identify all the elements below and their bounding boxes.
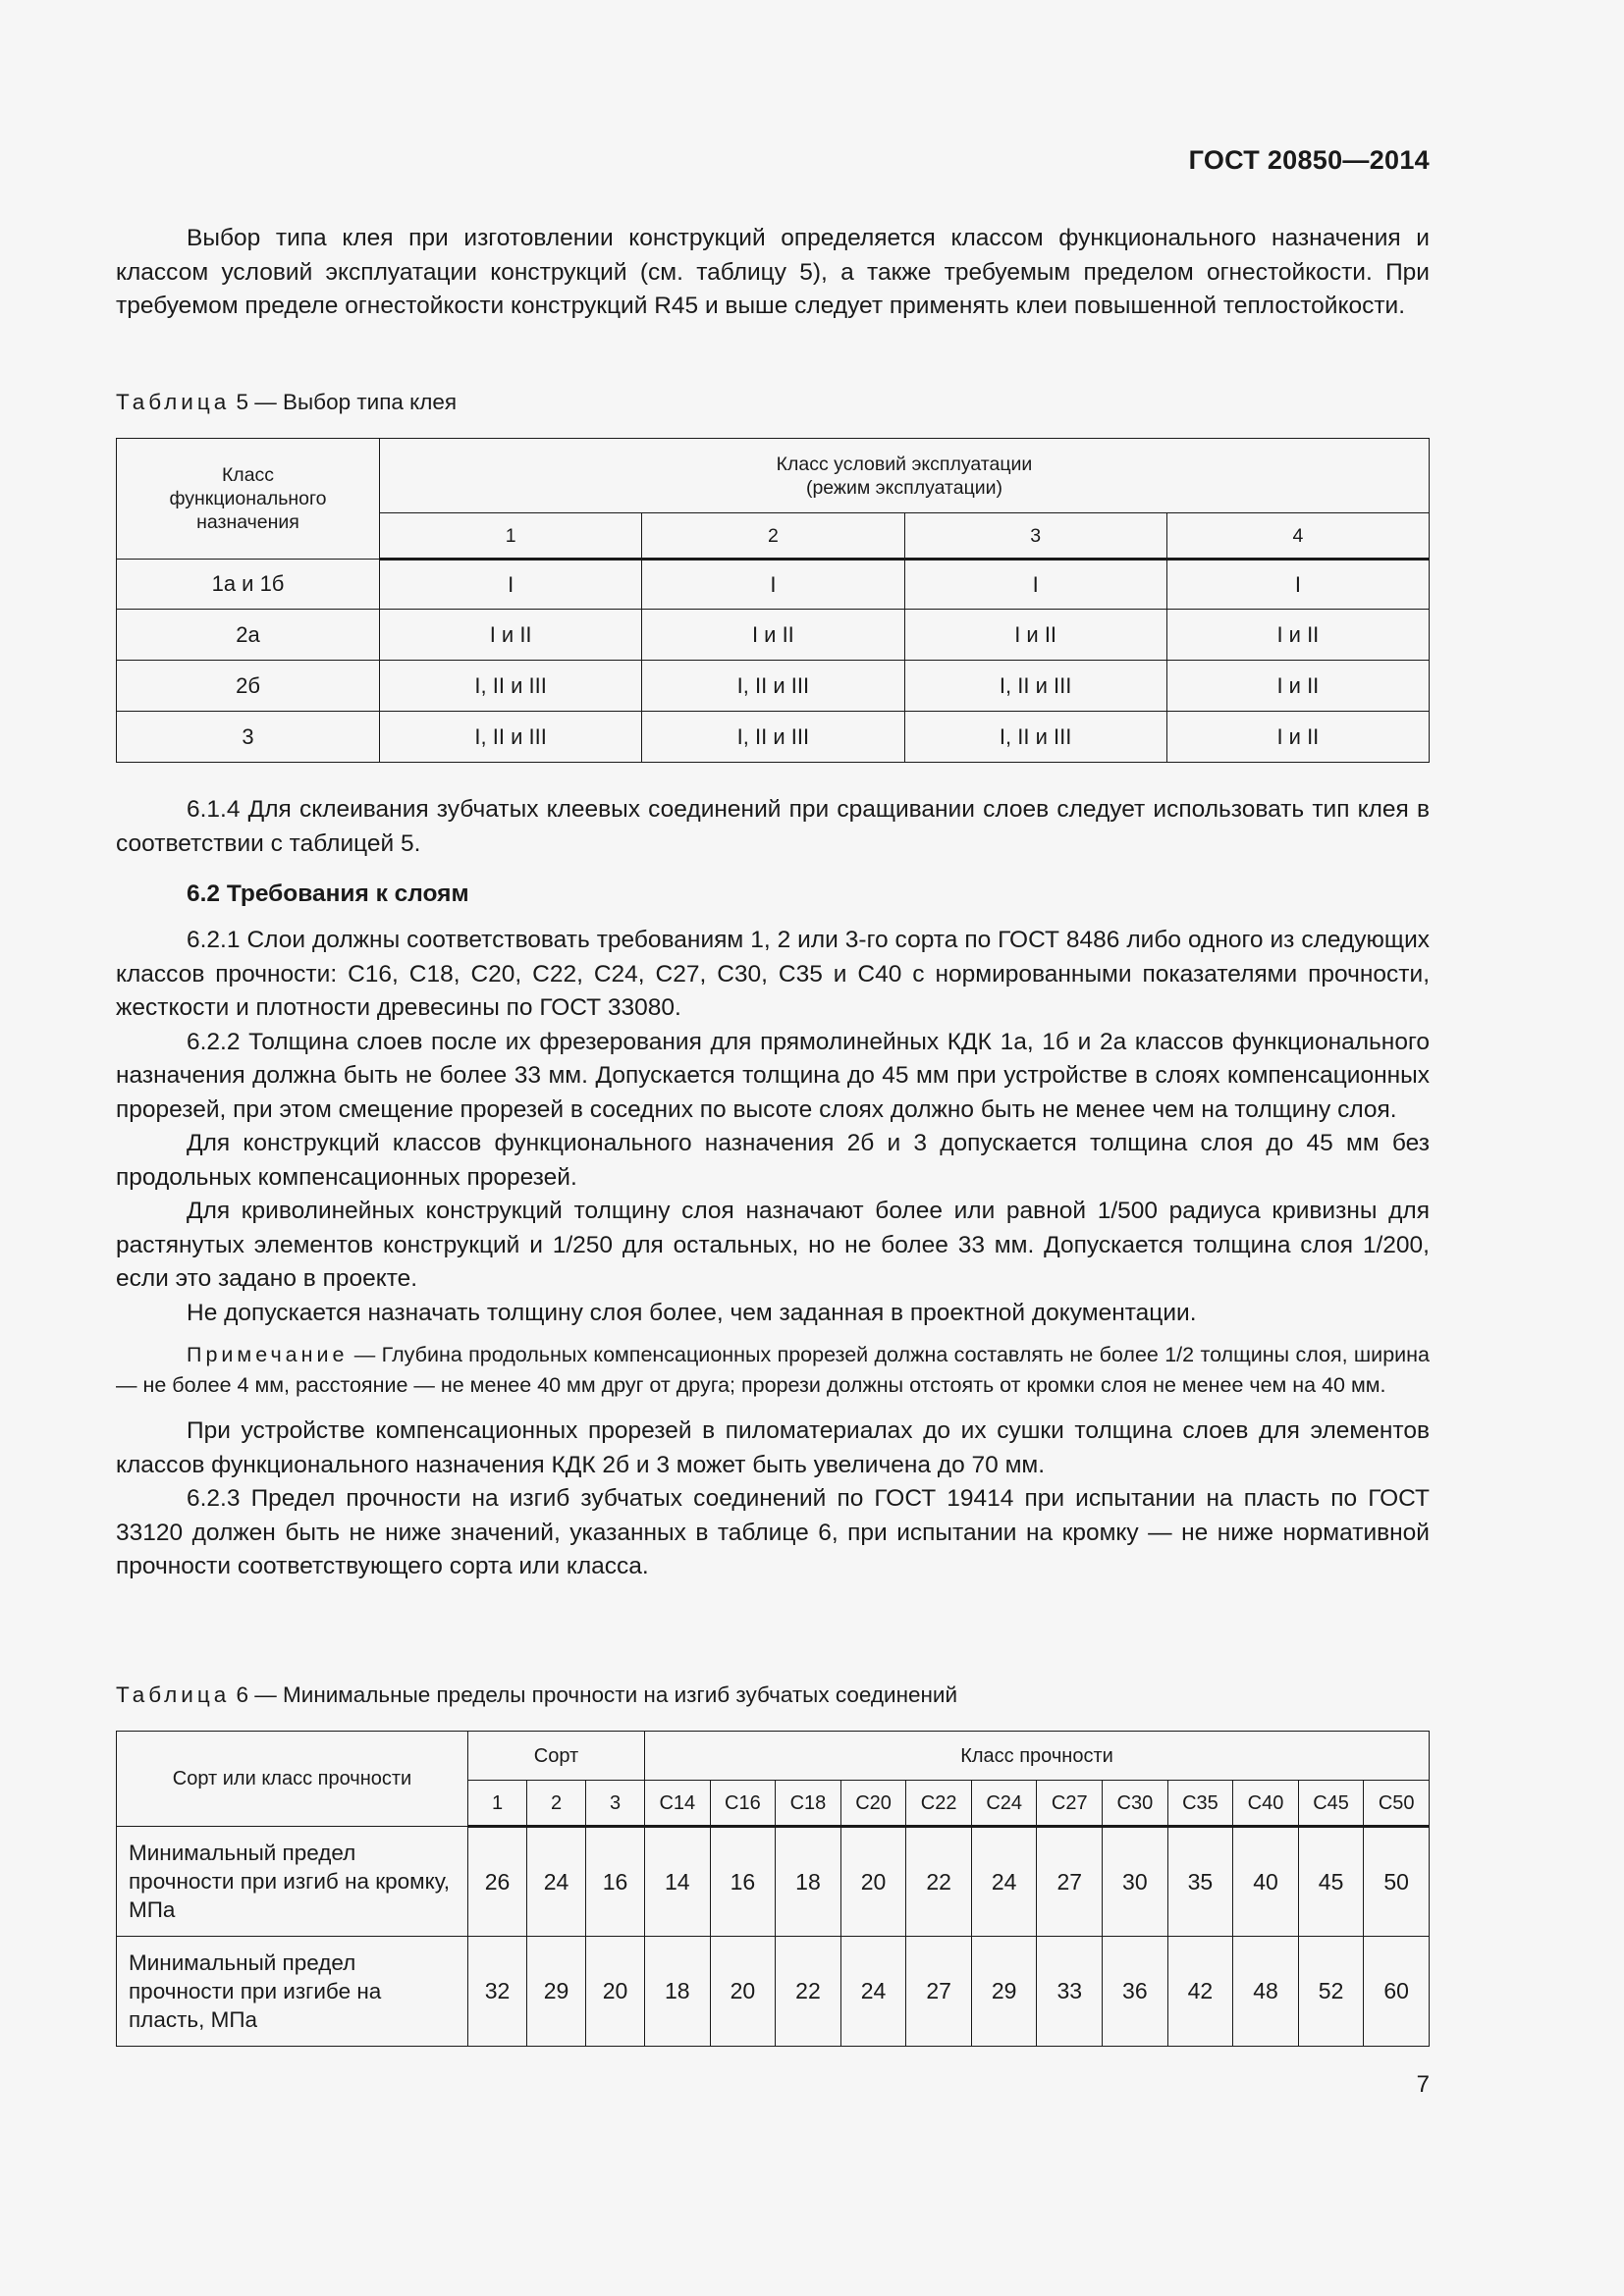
table6-header-class: Класс прочности [645, 1732, 1430, 1781]
table6-cell: 24 [527, 1827, 586, 1937]
table5-col-header: 1 [380, 513, 642, 560]
table6-cell: 16 [586, 1827, 645, 1937]
note [116, 1340, 1430, 1401]
table5-header-conditions: Класс условий эксплуатации (режим эксплуатации) [380, 439, 1430, 513]
table6-cell: 22 [776, 1937, 841, 2047]
table6-cell: 27 [1037, 1827, 1103, 1937]
table6-class-col: С24 [971, 1781, 1037, 1827]
table6-class-col: С27 [1037, 1781, 1103, 1827]
table6-cell: 20 [710, 1937, 776, 2047]
table6-class-col: С45 [1298, 1781, 1364, 1827]
table-row [117, 712, 1430, 763]
table6-cell: 32 [468, 1937, 527, 2047]
table6-cell: 29 [527, 1937, 586, 2047]
table6-cell: 14 [645, 1827, 711, 1937]
table6-class-col: С40 [1233, 1781, 1299, 1827]
table5-row-label: 3 [117, 712, 380, 763]
main-text-block [116, 793, 1430, 1584]
table5-col-header: 2 [642, 513, 904, 560]
table6-cell: 29 [971, 1937, 1037, 2047]
table5-col-header: 4 [1166, 513, 1429, 560]
table6-class-col: С35 [1167, 1781, 1233, 1827]
table6-cell: 52 [1298, 1937, 1364, 2047]
table5-cell: I, II и III [642, 661, 904, 712]
table6-caption-text: 6 — Минимальные пределы прочности на изгиб зубчатых соединений [230, 1682, 958, 1707]
table-row [117, 1827, 1430, 1937]
document-id: ГОСТ 20850—2014 [1188, 145, 1430, 175]
table6-row-label: Минимальный предел прочности при изгиб на кромку, МПа [117, 1827, 468, 1937]
table-row [117, 610, 1430, 661]
table5-row-label: 2а [117, 610, 380, 661]
table5-cell: I, II и III [642, 712, 904, 763]
table6-sort-col: 3 [586, 1781, 645, 1827]
table6-class-col: С14 [645, 1781, 711, 1827]
table6-cell: 40 [1233, 1827, 1299, 1937]
table5-cell: I и II [1166, 661, 1429, 712]
table6-cell: 24 [971, 1827, 1037, 1937]
table5-cell: I [904, 560, 1166, 610]
table5-caption-text: 5 — Выбор типа клея [230, 390, 458, 414]
table6-class-col: С20 [840, 1781, 906, 1827]
table6-cell: 20 [586, 1937, 645, 2047]
table5-cell: I, II и III [904, 661, 1166, 712]
table6-cell: 42 [1167, 1937, 1233, 2047]
table5-cell: I, II и III [380, 712, 642, 763]
table6-cell: 35 [1167, 1827, 1233, 1937]
table6-cell: 20 [840, 1827, 906, 1937]
table6-class-col: С30 [1103, 1781, 1168, 1827]
table-row [117, 560, 1430, 610]
table6-sort-col: 2 [527, 1781, 586, 1827]
table6-header-row-label: Сорт или класс прочности [117, 1732, 468, 1827]
table6-class-col: С50 [1364, 1781, 1430, 1827]
table5-cell: I и II [1166, 712, 1429, 763]
table5-cell: I и II [380, 610, 642, 661]
table6-class-col: С16 [710, 1781, 776, 1827]
table6-cell: 18 [645, 1937, 711, 2047]
table6-cell: 36 [1103, 1937, 1168, 2047]
table5-cell: I, II и III [380, 661, 642, 712]
paragraph-6-1-4: 6.1.4 Для склеивания зубчатых клеевых соединений при сращивании слоев следует использовать тип клея в соответствии с таблицей 5. [116, 796, 1430, 857]
table6-cell: 60 [1364, 1937, 1430, 2047]
table5-cell: I [380, 560, 642, 610]
table6-cell: 48 [1233, 1937, 1299, 2047]
table6-cell: 24 [840, 1937, 906, 2047]
note-label: Примечание [187, 1343, 349, 1366]
table5-caption [116, 388, 1430, 417]
table5-cell: I и II [904, 610, 1166, 661]
page-number: 7 [1416, 2071, 1430, 2098]
table6-sort-col: 1 [468, 1781, 527, 1827]
note-text: — Глубина продольных компенсационных прорезей должна составлять не более 1/2 толщины слоя, ширина — не более 4 мм, расстояние — не менее 40 мм друг от друга; прорези должны отстоять от кромки слоя не менее чем на 40 мм. [116, 1343, 1430, 1397]
table5-cell: I [642, 560, 904, 610]
table-row [117, 1937, 1430, 2047]
table6-class-col: С18 [776, 1781, 841, 1827]
table5-header-class: Класс функционального назначения [117, 439, 380, 560]
paragraph-intro: Выбор типа клея при изготовлении конструкций определяется классом функционального назначения и классом условий эксплуатации конструкций (см. таблицу 5), а также требуемым пределом огнестойкости. При требуемом пределе огнестойкости конструкций R45 и выше следует применять клеи повышенной теплостойкости. [116, 225, 1430, 319]
paragraph-6-2-1: 6.2.1 Слои должны соответствовать требованиям 1, 2 или 3-го сорта по ГОСТ 8486 либо одного из следующих классов прочности: С16, С18, С20, С22, С24, С27, С30, С35 и С40 с нормированными показателями прочности, жесткости и плотности древесины по ГОСТ 33080. [116, 927, 1430, 1021]
table6-cell: 30 [1103, 1827, 1168, 1937]
table6-caption-label: Таблица [116, 1682, 231, 1707]
table6-cell: 45 [1298, 1827, 1364, 1937]
table5 [116, 438, 1430, 763]
table5-col-header: 3 [904, 513, 1166, 560]
section-title-6-2: 6.2 Требования к слоям [187, 881, 469, 907]
table5-wrapper [116, 438, 1430, 763]
paragraph-6-2-2-c: Для криволинейных конструкций толщину слоя назначают более или равной 1/500 радиуса кривизны для растянутых элементов конструкций и 1/250 для остальных, но не более 33 мм. Допускается толщина слоя 1/200, если это задано в проекте. [116, 1198, 1430, 1292]
table6-header-sort: Сорт [468, 1732, 645, 1781]
table6-cell: 50 [1364, 1827, 1430, 1937]
table6-cell: 18 [776, 1827, 841, 1937]
table6-row-label: Минимальный предел прочности при изгибе на пласть, МПа [117, 1937, 468, 2047]
paragraph-6-2-2-d: Не допускается назначать толщину слоя более, чем заданная в проектной документации. [187, 1299, 1197, 1326]
paragraph-6-2-2-b: Для конструкций классов функционального назначения 2б и 3 допускается толщина слоя до 45 мм без продольных компенсационных прорезей. [116, 1130, 1430, 1191]
paragraph-6-2-3: 6.2.3 Предел прочности на изгиб зубчатых соединений по ГОСТ 19414 при испытании на пласть по ГОСТ 33120 должен быть не ниже значений, указанных в таблице 6, при испытании на кромку — не ниже нормативной прочности соответствующего сорта или класса. [116, 1485, 1430, 1579]
paragraph-6-2-2: 6.2.2 Толщина слоев после их фрезерования для прямолинейных КДК 1а, 1б и 2а классов функционального назначения должна быть не более 33 мм. Допускается толщина до 45 мм при устройстве в слоях компенсационных прорезей, при этом смещение прорезей в соседних по высоте слоях должно быть не менее чем на толщину слоя. [116, 1028, 1430, 1123]
table6 [116, 1731, 1430, 2047]
table6-cell: 27 [906, 1937, 972, 2047]
table5-row-label: 2б [117, 661, 380, 712]
intro-block [116, 222, 1430, 324]
table6-cell: 16 [710, 1827, 776, 1937]
table6-caption [116, 1681, 1430, 1710]
table6-class-col: С22 [906, 1781, 972, 1827]
table6-wrapper [116, 1731, 1430, 2047]
table5-cell: I, II и III [904, 712, 1166, 763]
table5-cell: I [1166, 560, 1429, 610]
table6-cell: 22 [906, 1827, 972, 1937]
table5-cell: I и II [1166, 610, 1429, 661]
paragraph-6-2-2-e: При устройстве компенсационных прорезей в пиломатериалах до их сушки толщина слоев для элементов классов функционального назначения КДК 2б и 3 может быть увеличена до 70 мм. [116, 1417, 1430, 1478]
table-row [117, 661, 1430, 712]
table6-cell: 26 [468, 1827, 527, 1937]
table5-cell: I и II [642, 610, 904, 661]
table6-cell: 33 [1037, 1937, 1103, 2047]
table5-row-label: 1а и 1б [117, 560, 380, 610]
table5-caption-label: Таблица [116, 390, 231, 414]
